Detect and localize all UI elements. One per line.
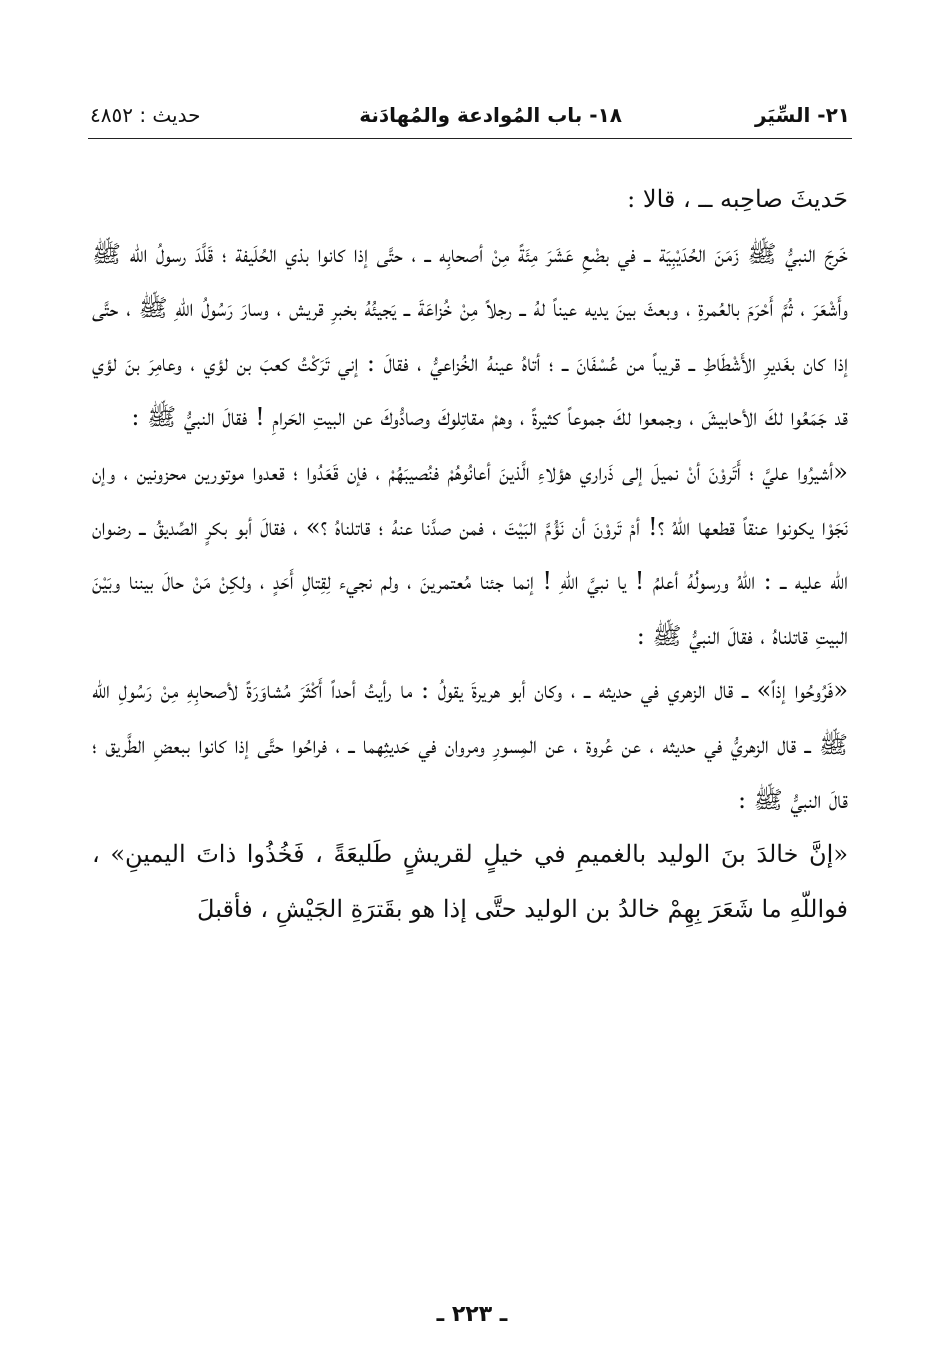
paragraph: خَرجَ النبيُّ ﷺ زَمَنَ الحُدَيْبِيَة ــ في بضْعِ عَشَرَ مِئَةً مِنْ أصحابِه ــ ، حتَّى إذا كانوا بذي الحُلَيفة ؛ قَلَّدَ رسولُ اللّه ﷺ وأَشْعَرَ ، ثُمَّ أَحْرَمَ بالعُمرةِ ، وبعثَ بينَ يديه عيناً لهُ ــ رجلاً مِنْ خُزاعَةَ ــ يَجيئُهُ بخبرِ قريش ، وسارَ رَسُولُ اللّهِ ﷺ ، حتَّى إذا كان بغَديرِ الأَشْطَاطِ ــ قريباً من عُسْفَانَ ــ ؛ أتاهُ عينهُ الخُزاعيُّ ، فقالَ : إني تَرَكْتُ كعبَ بن لؤي ، وعامِرَ بنَ لؤي قد جَمَعُوا لكَ الأحابيشَ ، وجمعوا لكَ جموعاً كثيرةً ، وهمْ مقاتِلوكَ وصادُّوكَ عن البيتِ الحَرامِ ! فقالَ النبيُّ ﷺ : [92, 239, 848, 432]
paragraph: حَديثَ صاحِبه ــ ، قالا : [627, 185, 848, 213]
paragraph: «أشيرُوا عليَّ ؛ أَتَروْنَ أنْ نميلَ إلى ذَراري هؤلاءِ الَّذينَ أعانُوهُمْ فنُصيبَهُمْ ، فإن قَعَدُوا ؛ قعدوا موتورين محزونين ، وإن نَجَوْا يكونوا عنقاً قطعها اللّهُ ؟! أمْ تَروْنَ أن نَؤُمَّ البَيْتَ ، فمن صدَّنا عنهُ ؛ قاتلناهُ ؟» ، فقالَ أبو بكرٍ الصِّديقُ ــ رضوان اللّه عليه ــ : اللّهُ ورسولُهُ أعلمُ ! يا نبيَّ اللّهِ ! إنما جئنا مُعتمرينَ ، ولم نجيء لِقِتالِ أَحَدٍ ، ولكِنْ مَنْ حالَ بيننا وبَيْنَ البيتِ قاتلناهُ ، فقالَ النبيُّ ﷺ : [92, 457, 848, 650]
chapter-title: ١٨- باب المُوادعة والمُهادَنة [359, 103, 622, 127]
page-number: ـ ٢٢٣ ـ [436, 1302, 508, 1327]
running-header [86, 100, 854, 140]
hadith-number: حديث : ٤٨٥٢ [90, 103, 201, 127]
paragraph: «فَرُوحُوا إذاً» ــ قال الزهري في حديثه ــ ، وكان أبو هريرةَ يقولُ : ما رأيتُ أحداً أَكْثَرَ مُشاوَرَةً لأصحابِهِ مِنْ رَسُولِ اللّه ﷺ ــ قال الزهريُّ في حديثه ، عن عُروة ، عن المِسورِ ومروان في حَديثِهما ــ ، فراحُوا حتَّى إذا كانوا ببعضِ الطَّريق ؛ قالَ النبيُّ ﷺ : [92, 676, 848, 814]
book-section-title: ٢١- السِّيَر [754, 103, 850, 127]
header-divider [88, 138, 852, 139]
main-text [92, 172, 848, 936]
paragraph: «إنَّ خالدَ بنَ الوليد بالغميمِ في خيلٍ لقريشٍ طَليعَةً ، فَخُذُوا ذاتَ اليمينِ» ، فواللّهِ ما شَعَرَ بِهِمْ خالدُ بن الوليد حتَّى إذا هو بقَترَةِ الجَيْشِ ، فأقبلَ [92, 840, 849, 923]
